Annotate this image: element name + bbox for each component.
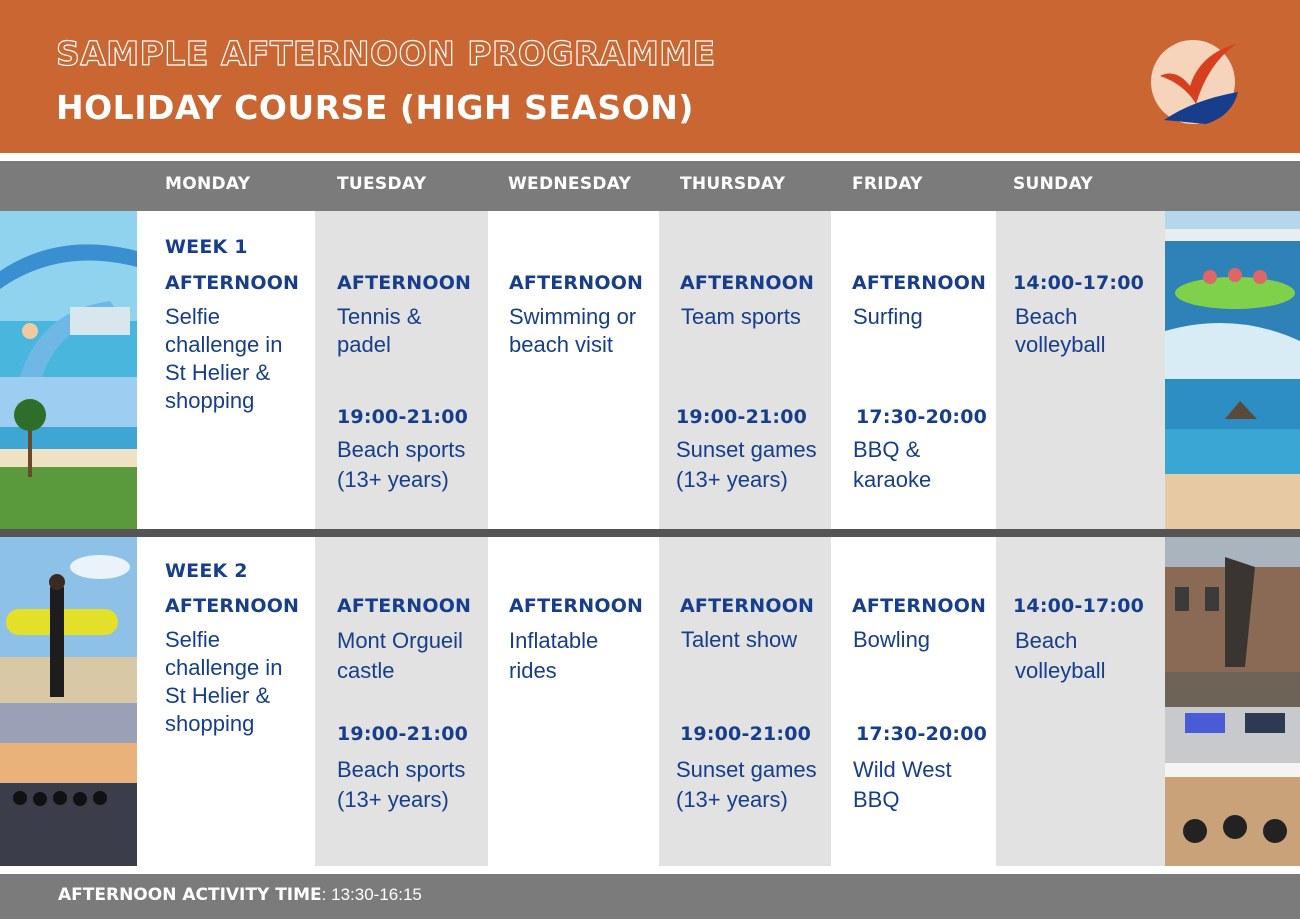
- footer-value: : 13:30-16:15: [321, 885, 422, 904]
- week1-label: WEEK 1: [165, 236, 248, 258]
- week2-wednesday-activity: Inflatable rides: [509, 628, 599, 683]
- page-title: SAMPLE AFTERNOON PROGRAMME: [56, 34, 716, 73]
- week1-wednesday-heading: AFTERNOON: [509, 272, 644, 294]
- cell-week2-thursday: [659, 537, 831, 866]
- week2-tuesday-evening-time: 19:00-21:00: [337, 723, 469, 745]
- cell-week2-sunday: [996, 537, 1165, 866]
- week1-friday-heading: AFTERNOON: [852, 272, 987, 294]
- week1-thursday-evening-time: 19:00-21:00: [676, 406, 808, 428]
- cell-week2-wednesday: [488, 537, 659, 866]
- week2-label: WEEK 2: [165, 560, 248, 582]
- week1-tuesday-activity: Tennis & padel: [337, 304, 422, 357]
- week1-tuesday-heading: AFTERNOON: [337, 272, 472, 294]
- week2-friday-evening-time: 17:30-20:00: [856, 723, 988, 745]
- week1-monday-heading: AFTERNOON: [165, 272, 300, 294]
- week2-monday-activity: Selfie challenge in St Helier & shopping: [165, 627, 283, 736]
- week1-sunday-heading: 14:00-17:00: [1013, 272, 1145, 294]
- week2-sunday-activity: Beach volleyball: [1015, 628, 1106, 683]
- week2-sunday-heading: 14:00-17:00: [1013, 595, 1145, 617]
- cell-week2-tuesday: [315, 537, 488, 866]
- week2-thursday-evening-time: 19:00-21:00: [680, 723, 812, 745]
- week1-thursday-heading: AFTERNOON: [680, 272, 815, 294]
- day-monday: MONDAY: [165, 174, 251, 194]
- week1-thursday-evening-activity: Sunset games (13+ years): [676, 437, 817, 492]
- cell-week2-friday: [831, 537, 996, 866]
- week2-tuesday-heading: AFTERNOON: [337, 595, 472, 617]
- week-divider: [0, 529, 1300, 537]
- week2-wednesday-heading: AFTERNOON: [509, 595, 644, 617]
- header-banner: [0, 0, 1300, 153]
- footer-label: AFTERNOON ACTIVITY TIME: [58, 885, 322, 905]
- header-separator: [0, 153, 1300, 161]
- tubing-photo: [1165, 211, 1300, 379]
- beach-palm-photo: [0, 377, 137, 529]
- week1-friday-evening-activity: BBQ & karaoke: [853, 437, 932, 492]
- week2-friday-evening-activity: Wild West BBQ: [853, 757, 952, 812]
- statue-photo: [1165, 537, 1300, 707]
- checkmark-bird-logo-icon: [1146, 40, 1240, 124]
- page-subtitle: HOLIDAY COURSE (HIGH SEASON): [56, 88, 694, 127]
- week1-wednesday-activity: Swimming or beach visit: [509, 304, 637, 357]
- week2-tuesday-activity: Mont Orgueil castle: [337, 628, 463, 683]
- week2-thursday-activity: Talent show: [681, 627, 798, 652]
- day-tuesday: TUESDAY: [337, 174, 427, 194]
- week1-monday-activity: Selfie challenge in St Helier & shopping: [165, 304, 283, 413]
- day-wednesday: WEDNESDAY: [508, 174, 632, 194]
- day-thursday: THURSDAY: [680, 174, 786, 194]
- week1-friday-activity: Surfing: [853, 304, 923, 329]
- day-sunday: SUNDAY: [1013, 174, 1094, 194]
- week2-thursday-evening-activity: Sunset games (13+ years): [676, 757, 817, 812]
- week2-thursday-heading: AFTERNOON: [680, 595, 815, 617]
- week1-thursday-activity: Team sports: [681, 304, 801, 329]
- cell-week1-wednesday: [488, 211, 659, 529]
- cell-week1-sunday: [996, 211, 1165, 529]
- week2-friday-heading: AFTERNOON: [852, 595, 987, 617]
- week1-sunday-activity: Beach volleyball: [1015, 304, 1106, 357]
- week1-tuesday-evening-activity: Beach sports (13+ years): [337, 437, 466, 492]
- week2-monday-heading: AFTERNOON: [165, 595, 300, 617]
- bowling-photo: [1165, 707, 1300, 866]
- day-friday: FRIDAY: [852, 174, 923, 194]
- week1-tuesday-evening-time: 19:00-21:00: [337, 406, 469, 428]
- sunset-photo: [0, 703, 137, 866]
- week2-friday-activity: Bowling: [853, 627, 931, 652]
- waterpark-photo: [0, 211, 137, 377]
- footer-note: [58, 885, 422, 905]
- rocky-beach-photo: [1165, 379, 1300, 529]
- week1-friday-evening-time: 17:30-20:00: [856, 406, 988, 428]
- week2-tuesday-evening-activity: Beach sports (13+ years): [337, 757, 466, 812]
- surfer-photo: [0, 537, 137, 703]
